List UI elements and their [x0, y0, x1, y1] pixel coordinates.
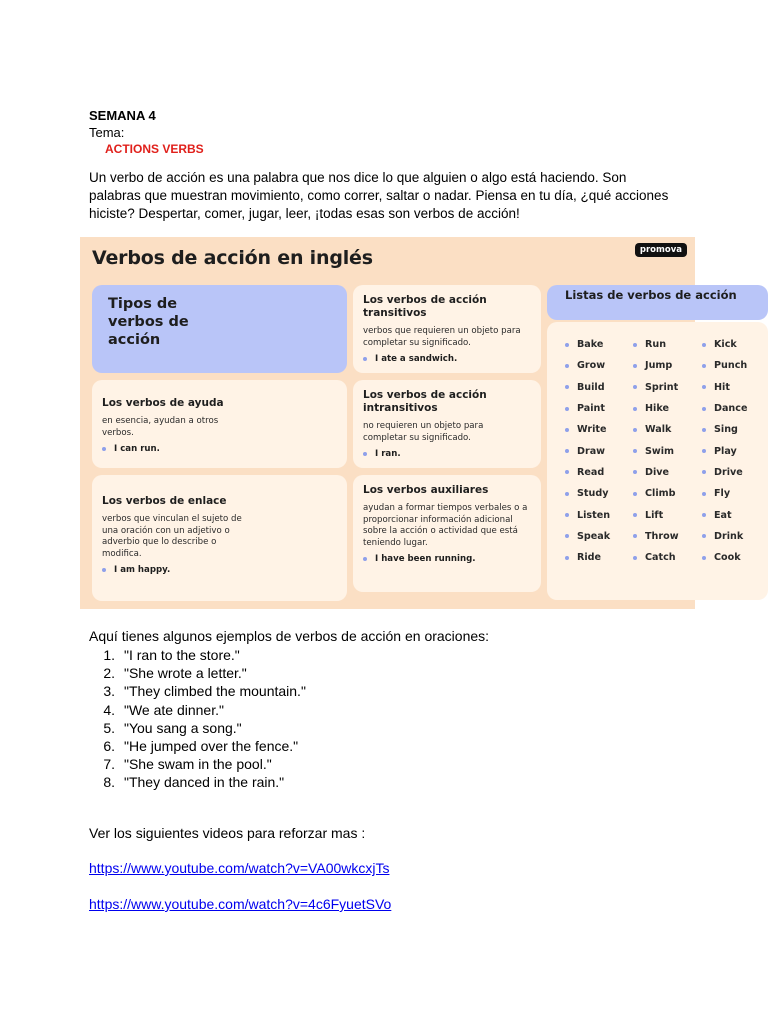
- bullet-icon: [633, 407, 637, 411]
- bullet-icon: [702, 385, 706, 389]
- verb-column-2: [633, 334, 679, 568]
- bullet-icon: [702, 407, 706, 411]
- verb-item: Dance: [702, 398, 747, 419]
- action-verbs-infographic: [80, 237, 748, 609]
- bullet-icon: [702, 513, 706, 517]
- verb-item: Paint: [565, 398, 610, 419]
- topic-title: ACTIONS VERBS: [105, 142, 204, 156]
- bullet-icon: [633, 492, 637, 496]
- verb-item: Grow: [565, 355, 610, 376]
- bullet-icon: [702, 364, 706, 368]
- bullet-icon: [702, 556, 706, 560]
- bullet-icon: [633, 470, 637, 474]
- verb-item: Swim: [633, 440, 679, 461]
- verb-item: Drive: [702, 462, 747, 483]
- card-description: no requieren un objeto para completar su significado.: [363, 421, 484, 443]
- brand-logo: promova: [635, 243, 687, 257]
- bullet-icon: [565, 556, 569, 560]
- bullet-icon: [633, 513, 637, 517]
- bullet-icon: [565, 428, 569, 432]
- examples-intro: Aquí tienes algunos ejemplos de verbos de acción en oraciones:: [89, 628, 490, 644]
- example-item: 7. "She swam in the pool.": [103, 756, 272, 773]
- verb-item: Jump: [633, 355, 679, 376]
- card-title: Los verbos de acción transitivos: [363, 294, 487, 319]
- example-item: 4. "We ate dinner.": [103, 701, 224, 718]
- bullet-icon: [565, 513, 569, 517]
- examples-list: [89, 646, 306, 792]
- auxiliary-verbs-card: [353, 475, 541, 592]
- bullet-icon: [702, 534, 706, 538]
- verb-item: Sprint: [633, 377, 679, 398]
- verb-item: Build: [565, 377, 610, 398]
- verb-item: Lift: [633, 504, 679, 525]
- video-link-1[interactable]: https://www.youtube.com/watch?v=VA00wkcxjTs: [89, 860, 390, 876]
- bullet-icon: [363, 452, 367, 456]
- card-example: I have been running.: [363, 554, 531, 564]
- card-example: I am happy.: [102, 565, 337, 575]
- example-item: 6. "He jumped over the fence.": [103, 737, 299, 754]
- verb-item: Listen: [565, 504, 610, 525]
- verb-item: Catch: [633, 547, 679, 568]
- verb-item: Hit: [702, 377, 747, 398]
- bullet-icon: [702, 428, 706, 432]
- bullet-icon: [702, 492, 706, 496]
- card-title: Los verbos de ayuda: [102, 397, 224, 409]
- verb-list-title: Listas de verbos de acción: [565, 288, 737, 302]
- bullet-icon: [633, 343, 637, 347]
- verb-item: Hike: [633, 398, 679, 419]
- example-item: 1. "I ran to the store.": [103, 647, 240, 663]
- card-description: en esencia, ayudan a otros verbos.: [102, 416, 219, 438]
- bullet-icon: [565, 407, 569, 411]
- verb-item: Fly: [702, 483, 747, 504]
- verb-item: Sing: [702, 419, 747, 440]
- card-example: I ate a sandwich.: [363, 354, 531, 364]
- bullet-icon: [633, 364, 637, 368]
- types-title: Tipos de verbos de acción: [108, 296, 189, 348]
- example-item: 2. "She wrote a letter.": [103, 665, 247, 682]
- card-example: I ran.: [363, 449, 531, 459]
- verb-item: Punch: [702, 355, 747, 376]
- verb-item: Walk: [633, 419, 679, 440]
- bullet-icon: [702, 470, 706, 474]
- verb-item: Bake: [565, 334, 610, 355]
- bullet-icon: [363, 357, 367, 361]
- verb-item: Speak: [565, 526, 610, 547]
- videos-intro: Ver los siguientes videos para reforzar mas :: [89, 825, 366, 841]
- card-description: verbos que requieren un objeto para completar su significado.: [363, 326, 521, 348]
- intransitive-verbs-card: [353, 380, 541, 468]
- helping-verbs-card: [92, 380, 347, 468]
- bullet-icon: [565, 385, 569, 389]
- bullet-icon: [102, 447, 106, 451]
- card-description: verbos que vinculan el sujeto de una oración con un adjetivo o adverbio que lo describe o modifica.: [102, 514, 242, 559]
- week-heading: SEMANA 4: [89, 108, 156, 123]
- bullet-icon: [565, 343, 569, 347]
- example-item: 5. "You sang a song.": [103, 719, 242, 736]
- bullet-icon: [633, 534, 637, 538]
- linking-verbs-card: [92, 475, 347, 601]
- verb-item: Kick: [702, 334, 747, 355]
- bullet-icon: [633, 449, 637, 453]
- bullet-icon: [565, 364, 569, 368]
- bullet-icon: [565, 492, 569, 496]
- bullet-icon: [565, 449, 569, 453]
- bullet-icon: [102, 568, 106, 572]
- verb-list: [547, 322, 768, 600]
- verb-item: Climb: [633, 483, 679, 504]
- verb-item: Study: [565, 483, 610, 504]
- verb-item: Read: [565, 462, 610, 483]
- verb-item: Run: [633, 334, 679, 355]
- verb-item: Ride: [565, 547, 610, 568]
- card-title: Los verbos de acción intransitivos: [363, 389, 487, 414]
- bullet-icon: [633, 428, 637, 432]
- verb-column-1: [565, 334, 610, 568]
- intro-paragraph: Un verbo de acción es una palabra que nos dice lo que alguien o algo está haciendo. Son palabras que muestran movimiento, como correr, saltar o nadar. Piensa en tu día, ¿qué acciones hiciste? Despertar, comer, jugar, leer, ¡todas esas son verbos de acción!: [89, 170, 669, 221]
- verb-item: Throw: [633, 526, 679, 547]
- verb-list-header: [547, 285, 768, 320]
- verb-item: Dive: [633, 462, 679, 483]
- verb-column-3: [702, 334, 747, 568]
- bullet-icon: [702, 343, 706, 347]
- types-card: [92, 285, 347, 373]
- tema-label: Tema:: [89, 125, 125, 140]
- card-example: I can run.: [102, 444, 337, 454]
- verb-item: Write: [565, 419, 610, 440]
- verb-item: Drink: [702, 526, 747, 547]
- card-title: Los verbos de enlace: [102, 495, 227, 507]
- verb-item: Eat: [702, 504, 747, 525]
- card-description: ayudan a formar tiempos verbales o a proporcionar información adicional sobre la acción o actividad que está teniendo lugar.: [363, 503, 528, 548]
- bullet-icon: [565, 470, 569, 474]
- bullet-icon: [633, 556, 637, 560]
- bullet-icon: [633, 385, 637, 389]
- infographic-title: Verbos de acción en inglés: [92, 247, 373, 269]
- example-item: 8. "They danced in the rain.": [103, 774, 285, 791]
- bullet-icon: [363, 557, 367, 561]
- verb-item: Cook: [702, 547, 747, 568]
- bullet-icon: [702, 449, 706, 453]
- bullet-icon: [565, 534, 569, 538]
- video-link-2[interactable]: https://www.youtube.com/watch?v=4c6FyuetSVo: [89, 896, 392, 912]
- verb-item: Draw: [565, 440, 610, 461]
- card-title: Los verbos auxiliares: [363, 484, 489, 496]
- example-item: 3. "They climbed the mountain.": [103, 683, 306, 700]
- transitive-verbs-card: [353, 285, 541, 373]
- verb-item: Play: [702, 440, 747, 461]
